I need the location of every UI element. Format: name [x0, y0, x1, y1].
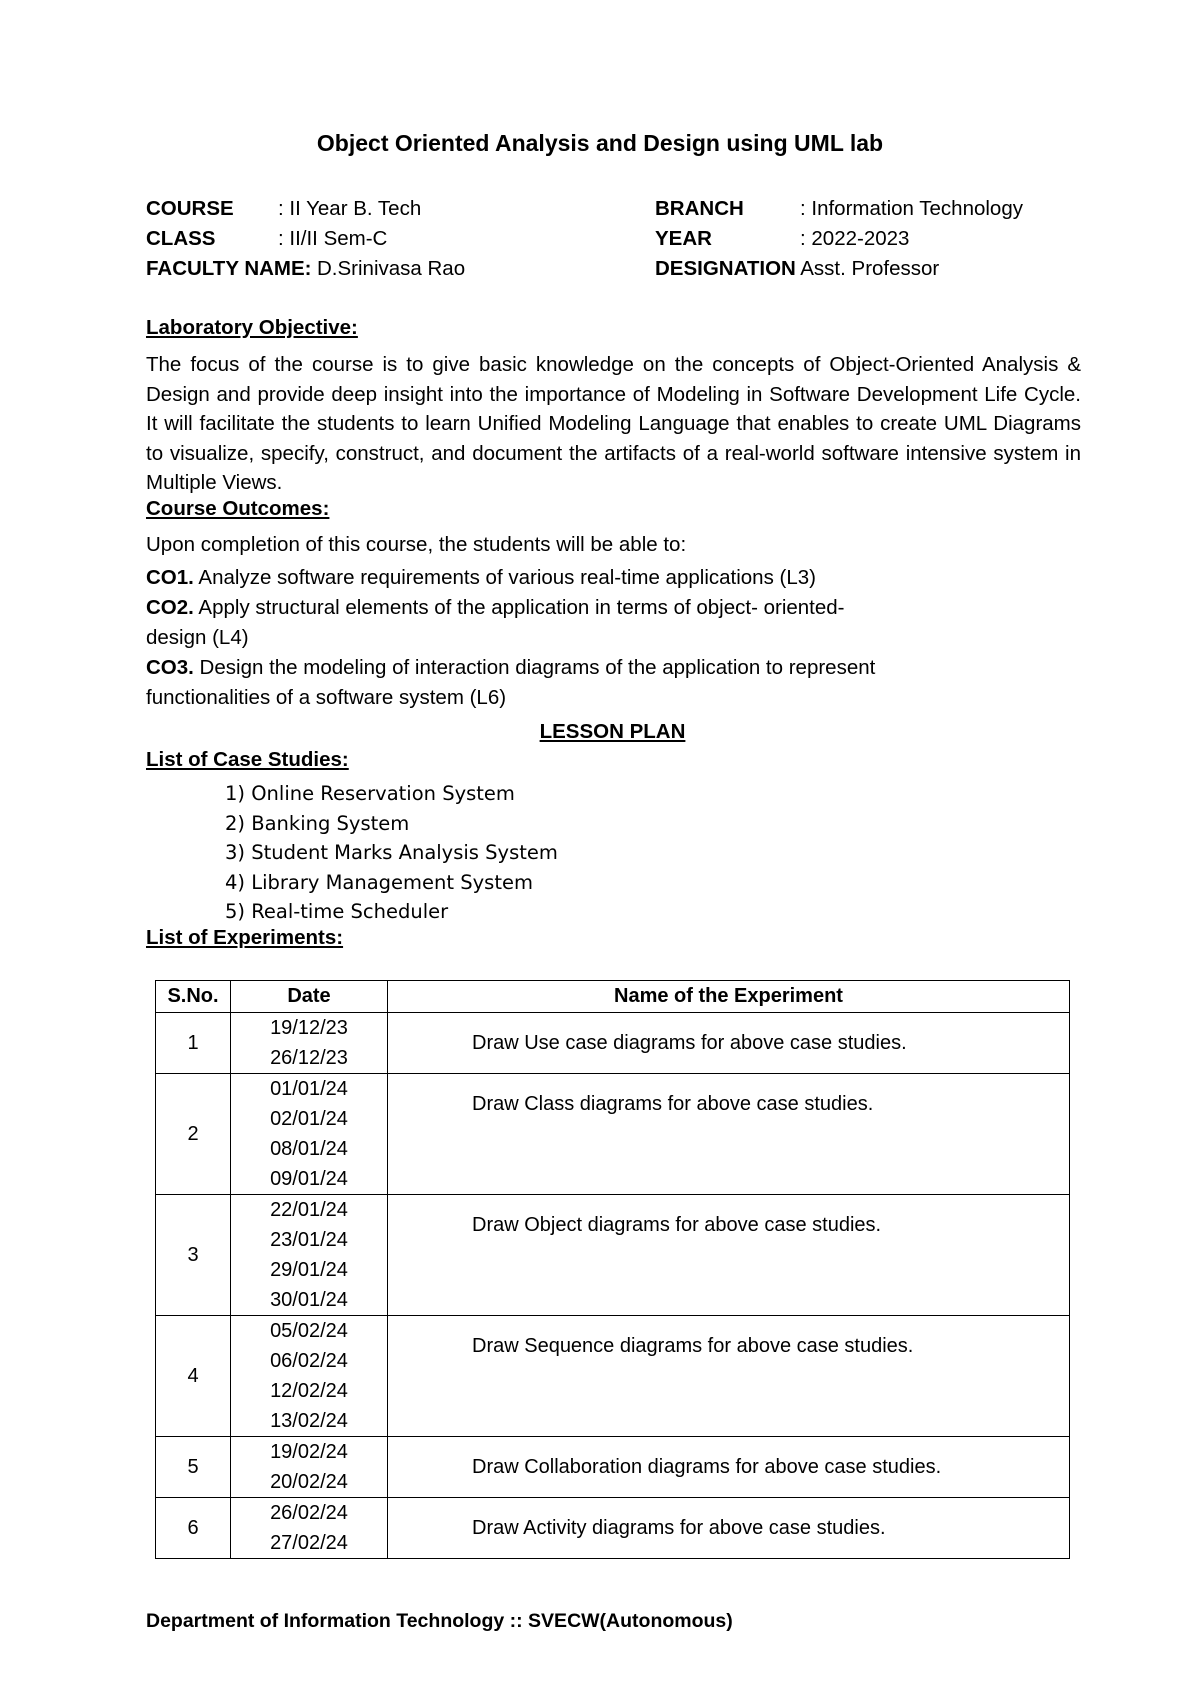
cell-experiment-name: Draw Activity diagrams for above case studies. — [388, 1498, 1070, 1559]
co2-text: Apply structural elements of the application in terms of object- oriented- — [193, 596, 845, 619]
cell-experiment-name: Draw Class diagrams for above case studies. — [388, 1074, 1070, 1195]
cell-dates — [231, 1195, 388, 1316]
co1-text: Analyze software requirements of various real-time applications (L3) — [193, 566, 816, 589]
date-entry: 06/02/24 — [270, 1350, 348, 1372]
date-entry: 22/01/24 — [270, 1199, 348, 1221]
cell-experiment-name: Draw Sequence diagrams for above case studies. — [388, 1316, 1070, 1437]
cell-sno: 6 — [156, 1498, 231, 1559]
designation-label: DESIGNATION — [655, 257, 796, 280]
faculty-label: FACULTY NAME: — [146, 257, 312, 280]
table-header-row — [156, 981, 1070, 1013]
co1-line — [146, 566, 816, 590]
branch-value: : Information Technology — [800, 197, 1023, 220]
co2-line — [146, 596, 845, 620]
cell-sno: 3 — [156, 1195, 231, 1316]
date-entry: 30/01/24 — [270, 1289, 348, 1311]
cell-sno: 2 — [156, 1074, 231, 1195]
cell-dates — [231, 1316, 388, 1437]
branch-label: BRANCH — [655, 197, 744, 220]
course-outcomes-heading: Course Outcomes: — [146, 497, 330, 520]
date-entry: 23/01/24 — [270, 1229, 348, 1251]
table-row — [156, 1074, 1070, 1195]
year-label: YEAR — [655, 227, 712, 250]
lab-objective-heading: Laboratory Objective: — [146, 316, 358, 339]
experiments-table — [155, 980, 1070, 1559]
cell-sno: 5 — [156, 1437, 231, 1498]
date-entry: 19/12/23 — [270, 1017, 348, 1039]
co3-line-2: functionalities of a software system (L6) — [146, 686, 507, 709]
meta-row-faculty — [146, 257, 1066, 287]
cell-experiment-name: Draw Collaboration diagrams for above case studies. — [388, 1437, 1070, 1498]
date-entry: 01/01/24 — [270, 1078, 348, 1100]
list-item: 2) Banking System — [225, 811, 410, 835]
lesson-plan-heading: LESSON PLAN — [539, 720, 686, 743]
cell-experiment-name: Draw Object diagrams for above case studies. — [388, 1195, 1070, 1316]
document-title: Object Oriented Analysis and Design using UML lab — [316, 130, 884, 156]
year-value: : 2022-2023 — [800, 227, 910, 250]
list-item: 4) Library Management System — [225, 870, 533, 894]
date-entry: 19/02/24 — [270, 1441, 348, 1463]
column-header-date: Date — [231, 981, 388, 1013]
course-outcomes-intro: Upon completion of this course, the students will be able to: — [146, 533, 687, 556]
date-entry: 29/01/24 — [270, 1259, 348, 1281]
meta-row-class — [146, 227, 1066, 257]
cell-sno: 1 — [156, 1013, 231, 1074]
date-entry: 27/02/24 — [270, 1532, 348, 1554]
table-row — [156, 1013, 1070, 1074]
date-entry: 09/01/24 — [270, 1168, 348, 1190]
lab-objective-text: The focus of the course is to give basic knowledge on the concepts of Object-Oriented Analysis & Design and provide deep insight into the importance of Modeling in Software Development Life Cycle. It will facilitate the students to learn Unified Modeling Language that enables to create UML Diagrams to visualize, specify, construct, and document the artifacts of a real-world software intensive system in Multiple Views. — [146, 353, 1081, 494]
date-entry: 08/01/24 — [270, 1138, 348, 1160]
date-entry: 02/01/24 — [270, 1108, 348, 1130]
cell-dates — [231, 1074, 388, 1195]
faculty-value: D.Srinivasa Rao — [317, 257, 466, 280]
table-row — [156, 1498, 1070, 1559]
cell-experiment-name: Draw Use case diagrams for above case studies. — [388, 1013, 1070, 1074]
co3-text: Design the modeling of interaction diagrams of the application to represent — [193, 656, 876, 679]
course-label: COURSE — [146, 197, 234, 220]
table-row — [156, 1195, 1070, 1316]
designation-value: : Asst. Professor — [790, 257, 940, 280]
date-entry: 26/12/23 — [270, 1047, 348, 1069]
co3-label: CO3. — [146, 656, 194, 679]
page-footer: Department of Information Technology :: SVECW(Autonomous) — [146, 1610, 733, 1632]
cell-dates — [231, 1498, 388, 1559]
list-item: 3) Student Marks Analysis System — [225, 841, 558, 864]
table-row — [156, 1437, 1070, 1498]
co3-line — [146, 656, 875, 680]
date-entry: 26/02/24 — [270, 1502, 348, 1524]
class-value: : II/II Sem-C — [278, 227, 388, 250]
case-studies-list — [225, 779, 558, 927]
cell-dates — [231, 1013, 388, 1074]
table-row — [156, 1316, 1070, 1437]
meta-row-course — [146, 197, 1066, 227]
column-header-sno: S.No. — [156, 981, 231, 1013]
course-value: : II Year B. Tech — [278, 197, 422, 220]
list-item: 5) Real-time Scheduler — [225, 900, 449, 923]
date-entry: 20/02/24 — [270, 1471, 348, 1493]
list-item: 1) Online Reservation System — [225, 782, 515, 805]
cell-sno: 4 — [156, 1316, 231, 1437]
cell-dates — [231, 1437, 388, 1498]
date-entry: 05/02/24 — [270, 1320, 348, 1342]
date-entry: 13/02/24 — [270, 1410, 348, 1432]
column-header-name: Name of the Experiment — [388, 981, 1070, 1013]
class-label: CLASS — [146, 227, 216, 250]
co2-label: CO2. — [146, 596, 194, 619]
co1-label: CO1. — [146, 566, 194, 589]
date-entry: 12/02/24 — [270, 1380, 348, 1402]
co2-line-2: design (L4) — [146, 626, 249, 649]
experiments-heading: List of Experiments: — [146, 926, 344, 949]
case-studies-heading: List of Case Studies: — [146, 748, 349, 771]
